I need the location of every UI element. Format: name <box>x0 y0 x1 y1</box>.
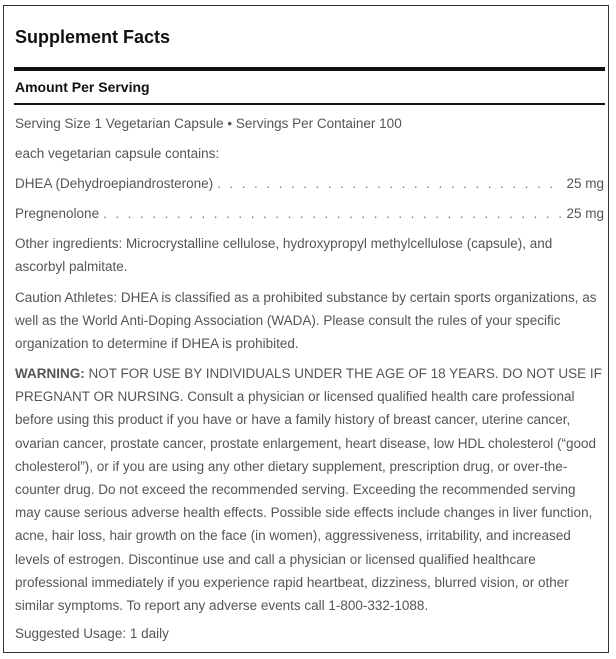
supplement-facts-panel <box>3 5 609 653</box>
other-ingredients: Other ingredients: Microcrystalline cellulose, hydroxypropyl methylcellulose (capsule), and ascorbyl palmitate. <box>15 236 553 275</box>
suggested-usage: Suggested Usage: 1 daily <box>15 626 169 641</box>
nutrient-amount: 25 mg <box>566 176 604 191</box>
amount-per-serving-label: Amount Per Serving <box>15 79 150 95</box>
nutrient-amount: 25 mg <box>566 206 604 221</box>
nutrient-name: DHEA (Dehydroepiandrosterone) <box>15 176 214 191</box>
panel-title: Supplement Facts <box>15 27 171 47</box>
nutrient-name: Pregnenolone <box>15 206 100 221</box>
thick-divider <box>14 67 605 71</box>
caution-athletes: Caution Athletes: DHEA is classified as a prohibited substance by certain sports organizations, as well as the World Anti-Doping Association (WADA). Please consult the rules of your specific organization to determine if DHEA is prohibited. <box>15 290 597 352</box>
dot-leader <box>217 176 562 191</box>
capsule-contains-label: each vegetarian capsule contains: <box>15 146 220 161</box>
nutrient-row-dhea <box>15 176 604 191</box>
dot-leader <box>103 206 562 221</box>
warning-paragraph <box>15 362 604 617</box>
nutrient-row-pregnenolone <box>15 206 604 221</box>
warning-label: WARNING: <box>15 366 85 381</box>
serving-info: Serving Size 1 Vegetarian Capsule • Servings Per Container 100 <box>15 116 402 131</box>
warning-text: NOT FOR USE BY INDIVIDUALS UNDER THE AGE OF 18 YEARS. DO NOT USE IF PREGNANT OR NURSING. Consult a physician or licensed qualified health care professional before using this product if you have or have a family history of breast cancer, uterine cancer, ovarian cancer, prostate cancer, prostate enlargement, heart disease, low HDL cholesterol (“good cholesterol”), or if you are using any other dietary supplement, prescription drug, or over-the-counter drug. Do not exceed the recommended serving. Exceeding the recommended serving may cause serious adverse health effects. Possible side effects include changes in liver function, acne, hair loss, hair growth on the face (in women), aggressiveness, irritability, and increased levels of estrogen. Discontinue use and call a physician or licensed qualified healthcare professional immediately if you experience rapid heartbeat, dizziness, blurred vision, or other similar symptoms. To report any adverse events call 1-800-332-1088. <box>15 366 602 614</box>
thin-divider <box>14 103 605 105</box>
